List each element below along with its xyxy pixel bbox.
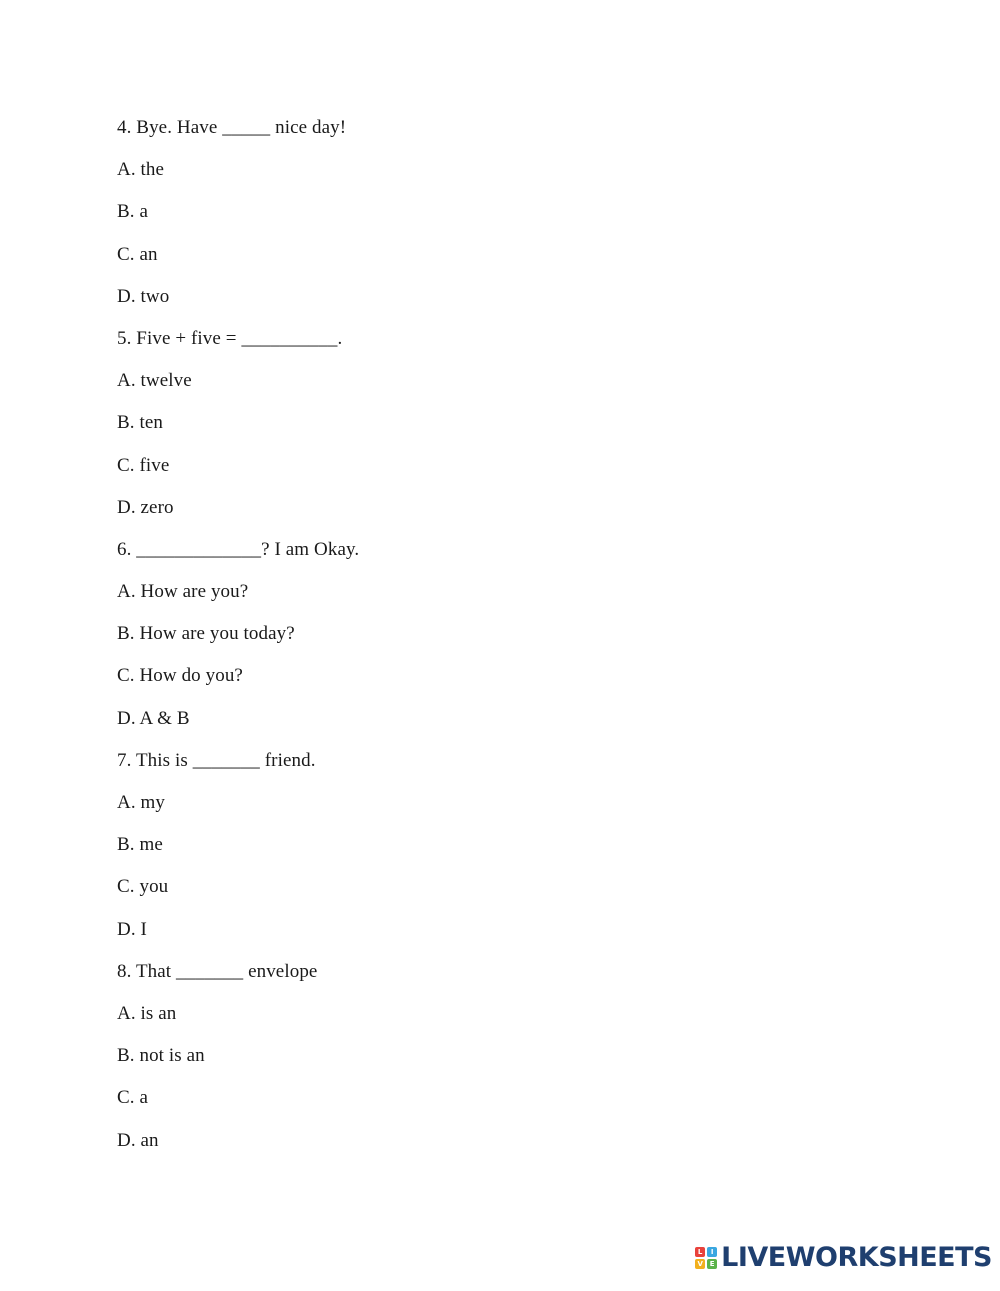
question-5 bbox=[117, 327, 877, 538]
answer-option: A. twelve bbox=[117, 370, 192, 392]
answer-option: D. two bbox=[117, 285, 170, 307]
answer-option: B. a bbox=[117, 201, 149, 223]
question-8 bbox=[117, 960, 877, 1171]
logo-mark-letter: V bbox=[695, 1259, 705, 1269]
answer-option: A. my bbox=[117, 792, 165, 813]
question-prompt: 5. Five + five = __________. bbox=[117, 327, 343, 349]
question-prompt: 4. Bye. Have _____ nice day! bbox=[117, 117, 347, 138]
logo-mark-icon bbox=[695, 1247, 717, 1269]
answer-option: C. you bbox=[117, 876, 169, 898]
logo-mark-letter: L bbox=[695, 1247, 705, 1257]
question-prompt: 8. That _______ envelope bbox=[117, 960, 318, 982]
answer-option: C. How do you? bbox=[117, 665, 243, 687]
answer-option: B. me bbox=[117, 834, 163, 856]
answer-option: D. A & B bbox=[117, 707, 190, 729]
answer-option: D. zero bbox=[117, 496, 174, 518]
answer-option: D. I bbox=[117, 918, 147, 940]
worksheet bbox=[117, 116, 877, 1171]
logo-mark-letter: I bbox=[707, 1247, 717, 1257]
question-6 bbox=[117, 538, 877, 749]
answer-option: A. the bbox=[117, 159, 165, 181]
answer-option: A. How are you? bbox=[117, 581, 249, 603]
answer-option: B. not is an bbox=[117, 1045, 205, 1067]
logo-mark-letter: E bbox=[707, 1259, 717, 1269]
question-7 bbox=[117, 749, 877, 960]
answer-option: B. ten bbox=[117, 412, 163, 434]
logo-text: LIVEWORKSHEETS bbox=[721, 1242, 992, 1273]
question-prompt: 7. This is _______ friend. bbox=[117, 749, 316, 771]
answer-option: A. is an bbox=[117, 1002, 177, 1024]
answer-option: C. a bbox=[117, 1087, 149, 1109]
answer-option: D. an bbox=[117, 1129, 159, 1151]
question-4 bbox=[117, 116, 877, 327]
answer-option: C. an bbox=[117, 243, 158, 265]
question-prompt: 6. _____________? I am Okay. bbox=[117, 538, 360, 560]
answer-option: C. five bbox=[117, 454, 170, 476]
answer-option: B. How are you today? bbox=[117, 623, 295, 645]
liveworksheets-logo bbox=[695, 1242, 992, 1273]
